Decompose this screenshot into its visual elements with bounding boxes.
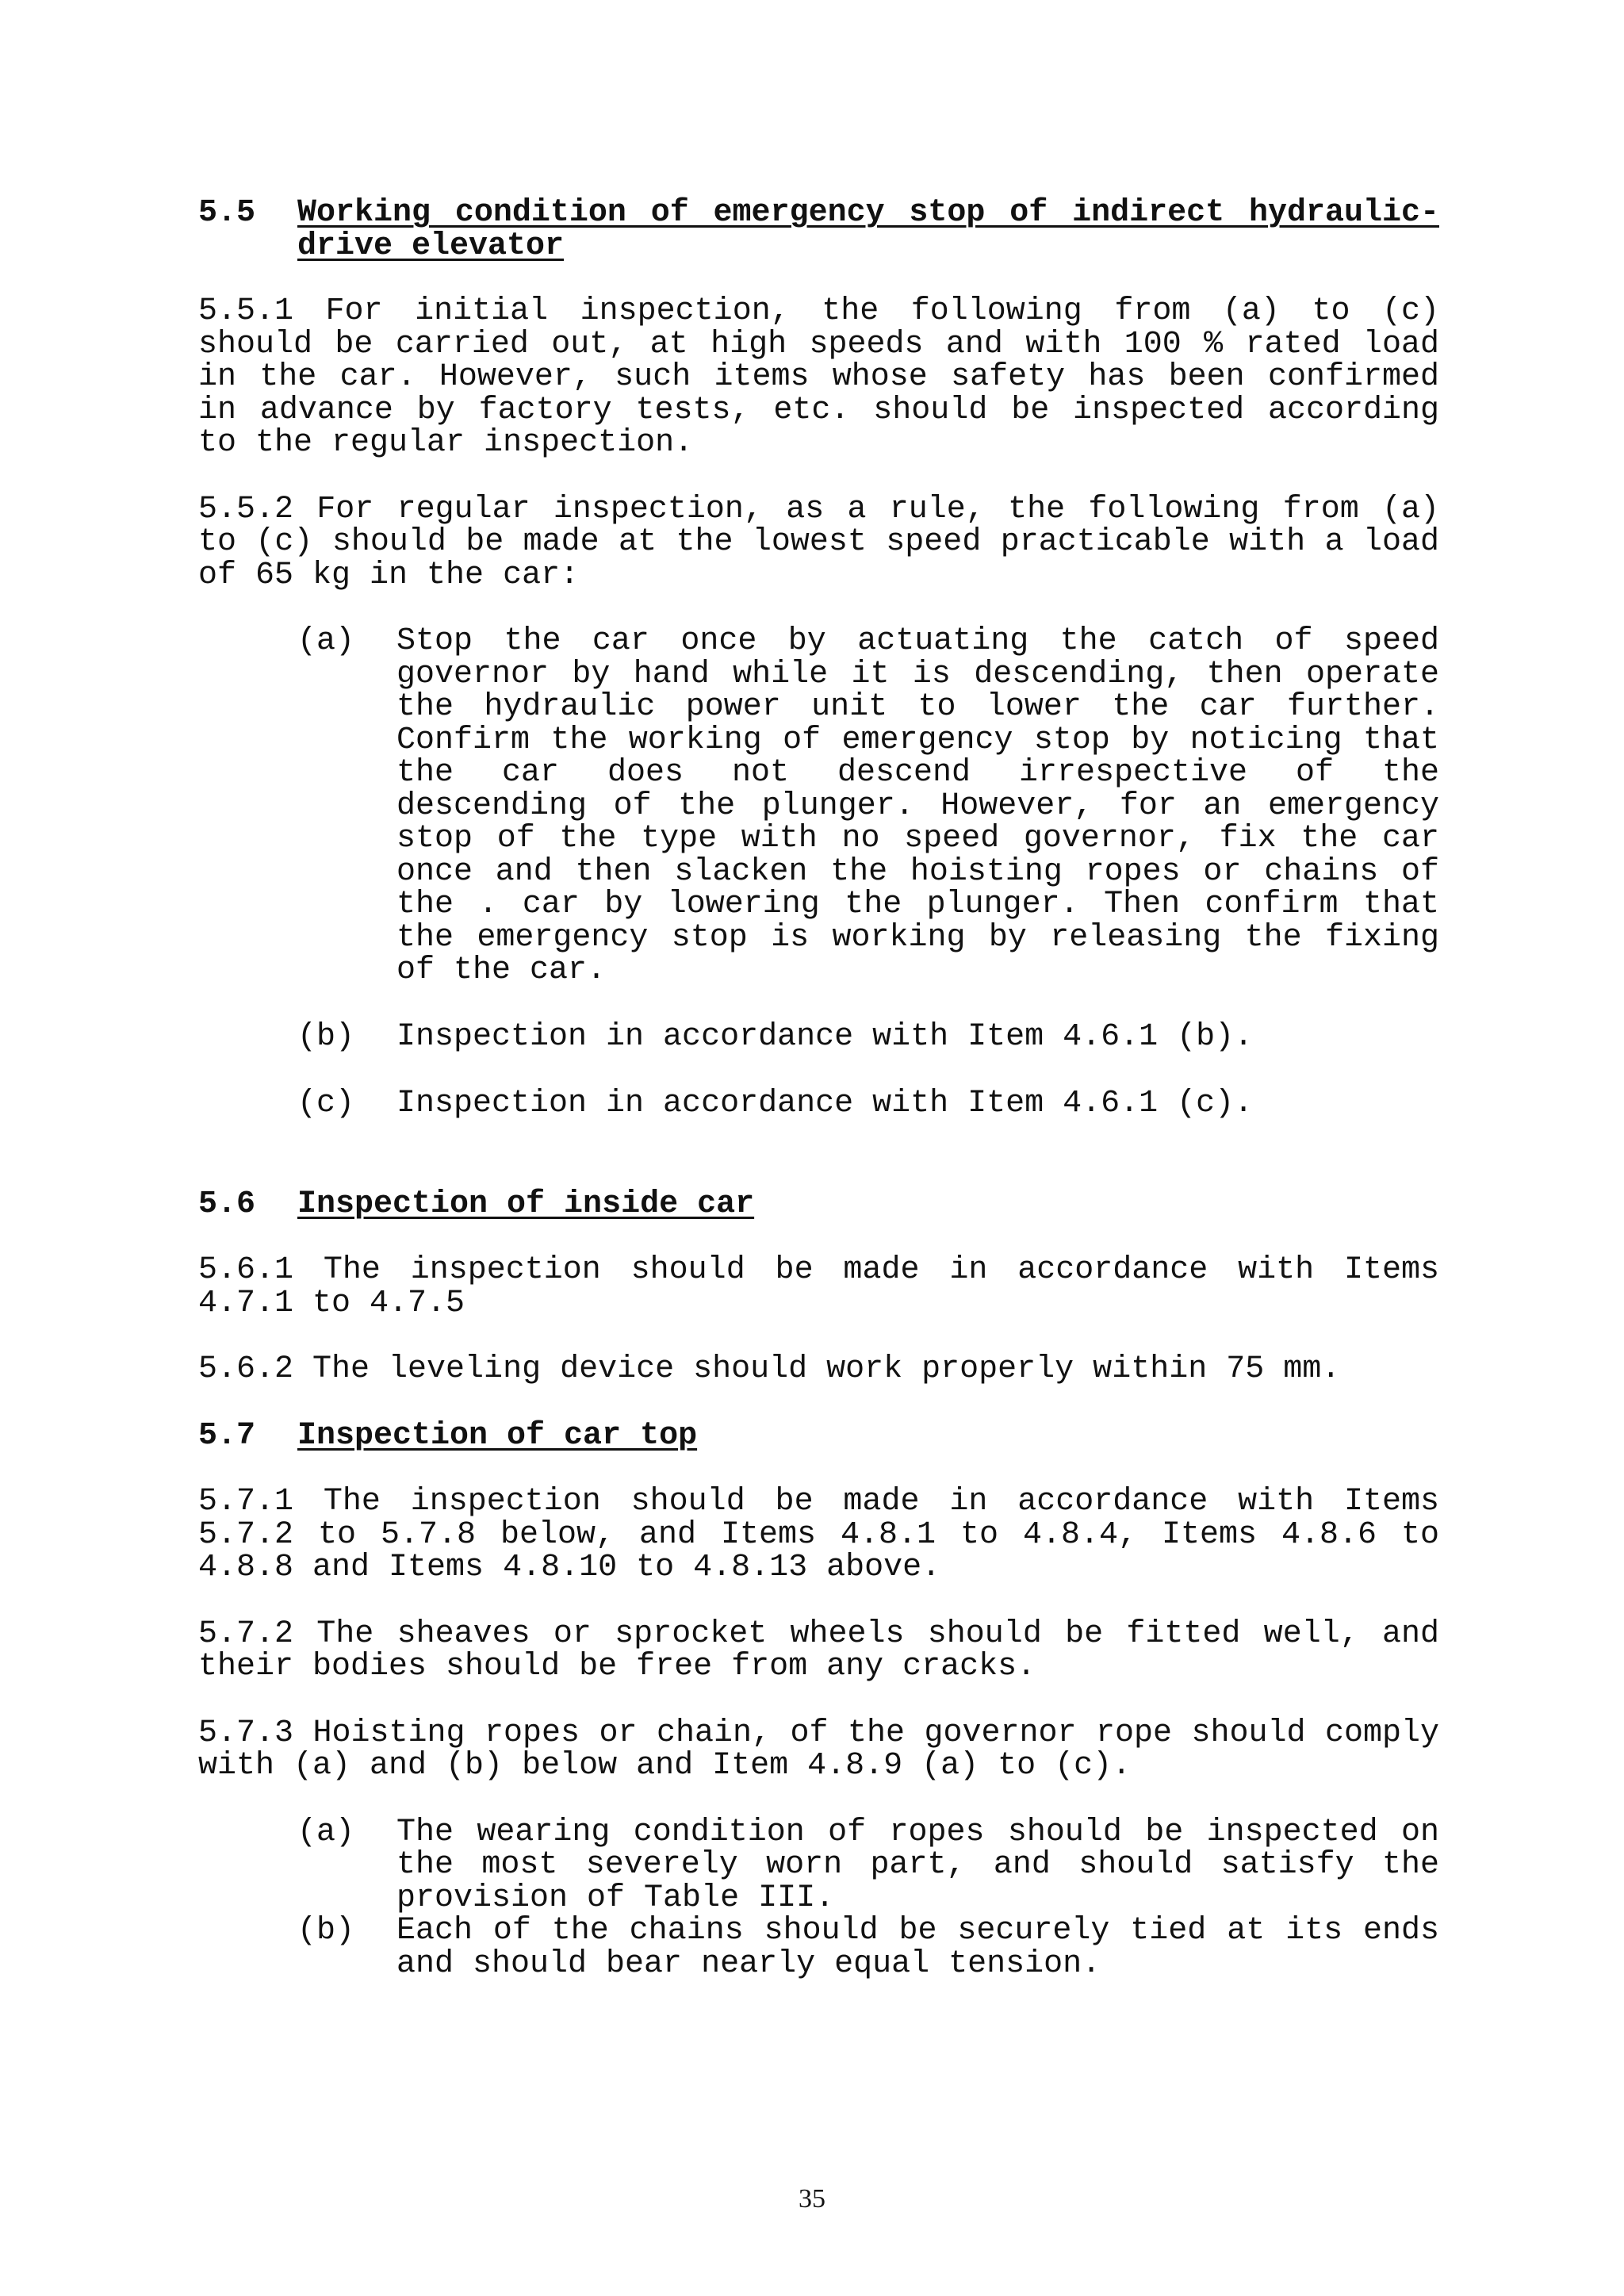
section-number: 5.5 [198, 195, 256, 231]
list-item-label: (a) [297, 1814, 355, 1850]
document-body [198, 197, 1439, 1980]
list-item-text: Each of the chains should be securely tied at its ends and should bear nearly equal tension. [396, 1913, 1439, 1982]
list-item [297, 1018, 1439, 1055]
section-number: 5.6 [198, 1186, 256, 1222]
section-heading-5-6 [198, 1188, 1439, 1221]
list-item-text: The wearing condition of ropes should be inspected on the most severely worn part, and should satisfy the provision of Table III. [396, 1814, 1439, 1916]
page-number: 35 [799, 2184, 825, 2214]
list-item-label: (b) [297, 1018, 355, 1055]
list-item-text: Inspection in accordance with Item 4.6.1 (c). [396, 1086, 1254, 1121]
paragraph-5-6-2: 5.6.2 The leveling device should work properly within 75 mm. [198, 1351, 1341, 1387]
paragraph-5-5-1: 5.5.1 For initial inspection, the following from (a) to (c) should be carried out, at high speeds and with 100 % rated load in the car. However, such items whose safety has been confirmed in advance by factory tests, etc. should be inspected according to the regular inspection. [198, 293, 1439, 461]
section-heading-5-5 [198, 197, 1439, 263]
list-item-label: (b) [297, 1913, 355, 1949]
section-title: Inspection of car top [297, 1417, 698, 1454]
list-item [297, 1816, 1439, 1915]
section-title: Inspection of inside car [297, 1186, 755, 1222]
section-title: Working condition of emergency stop of indirect hydraulic-drive elevator [297, 195, 1439, 264]
section-heading-5-7 [198, 1417, 1439, 1454]
list-item-label: (a) [297, 623, 355, 659]
list-item-label: (c) [297, 1086, 355, 1121]
list-item [297, 1915, 1439, 1980]
list-item-text: Inspection in accordance with Item 4.6.1 (b). [396, 1018, 1254, 1055]
paragraph-5-7-3: 5.7.3 Hoisting ropes or chain, of the governor rope should comply with (a) and (b) below and Item 4.8.9 (a) to (c). [198, 1715, 1439, 1784]
paragraph-5-6-1: 5.6.1 The inspection should be made in accordance with Items 4.7.1 to 4.7.5 [198, 1252, 1439, 1321]
list-item [297, 625, 1439, 987]
list-item [297, 1087, 1439, 1121]
paragraph-5-7-2: 5.7.2 The sheaves or sprocket wheels should be fitted well, and their bodies should be free from any cracks. [198, 1616, 1439, 1685]
list-item-text: Stop the car once by actuating the catch of speed governor by hand while it is descending, then operate the hydraulic power unit to lower the car further. Confirm the working of emergency stop by noticing that the car does not descend irrespective of the descending of the plunger. However, for an emergency stop of the type with no speed governor, fix the car once and then slacken the hoisting ropes or chains of the . car by lowering the plunger. Then confirm that the emergency stop is working by releasing the fixing of the car. [396, 623, 1439, 988]
paragraph-5-7-1: 5.7.1 The inspection should be made in accordance with Items 5.7.2 to 5.7.8 below, and Items 4.8.1 to 4.8.4, Items 4.8.6 to 4.8.8 and Items 4.8.10 to 4.8.13 above. [198, 1484, 1439, 1585]
section-number: 5.7 [198, 1417, 256, 1454]
paragraph-5-5-2: 5.5.2 For regular inspection, as a rule, the following from (a) to (c) should be made at the lowest speed practicable with a load of 65 kg in the car: [198, 491, 1439, 593]
